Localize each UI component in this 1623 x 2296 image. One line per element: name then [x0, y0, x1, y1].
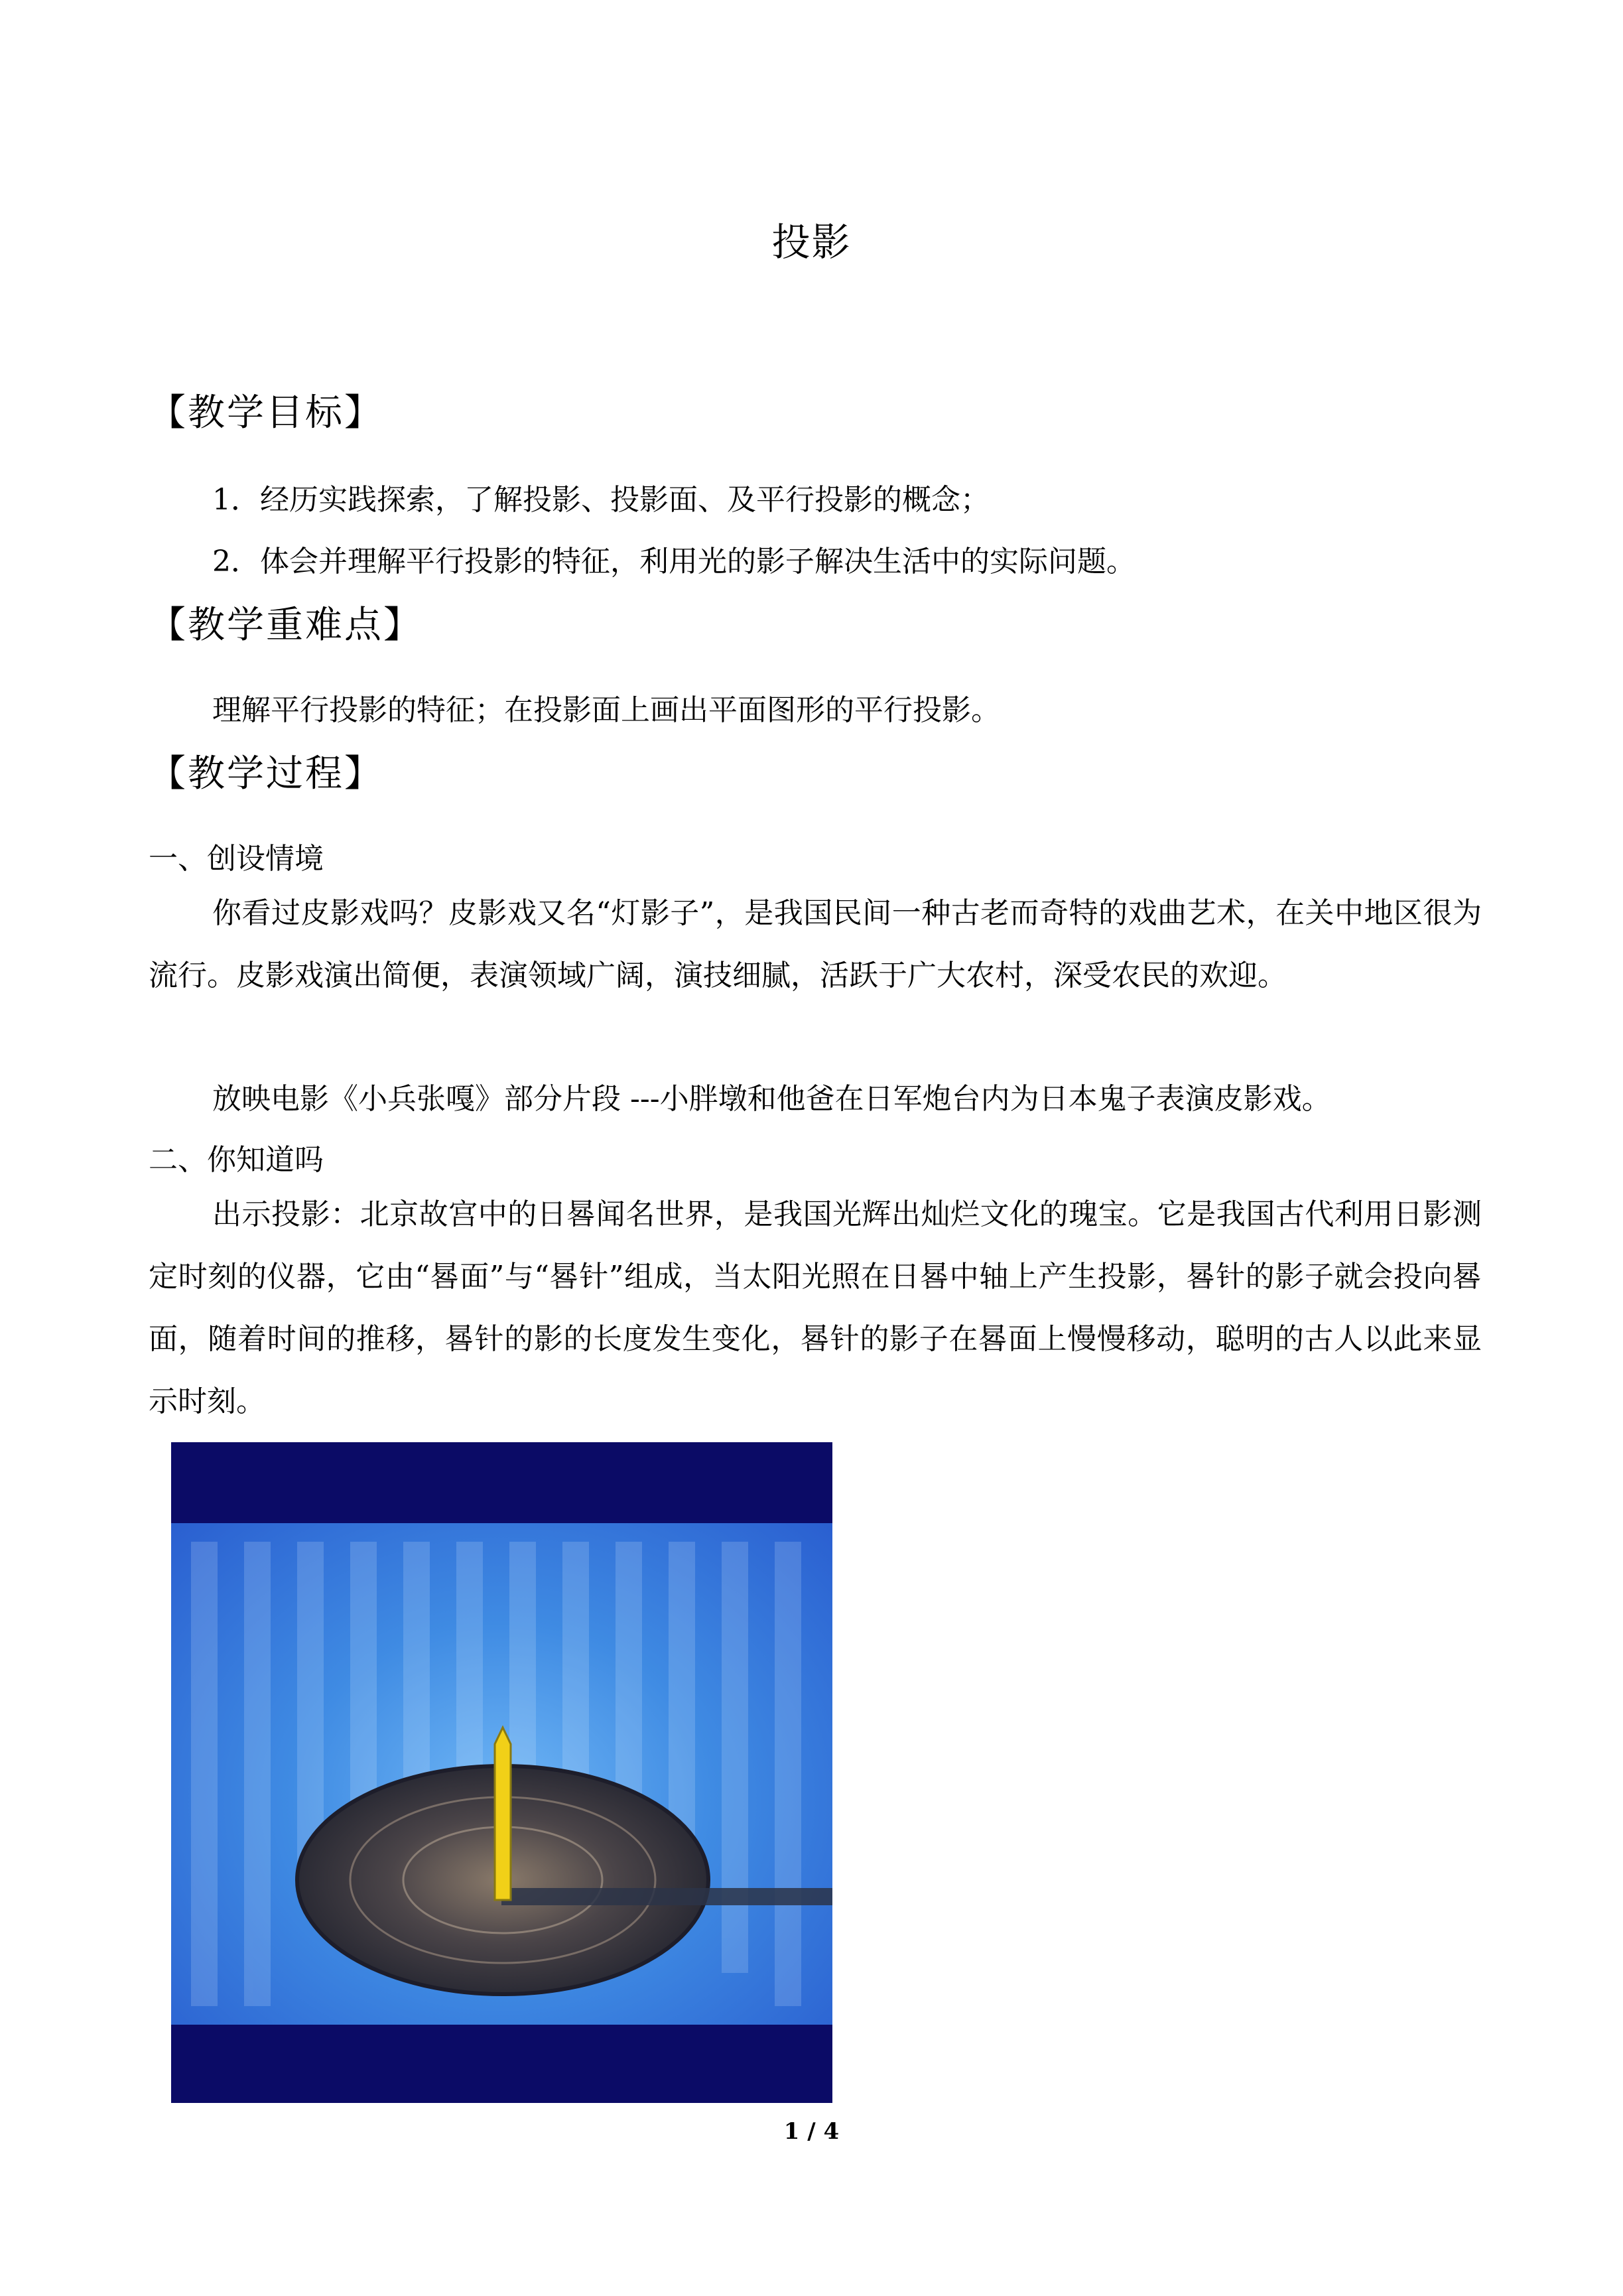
- part1-paragraph-2: 放映电影《小兵张嘎》部分片段 ---小胖墩和他爸在日军炮台内为日本鬼子表演皮影戏。: [212, 1082, 1331, 1116]
- part2-title: 二、你知道吗: [149, 1143, 324, 1177]
- sundial-image: [171, 1442, 832, 2103]
- sundial-icon: [171, 1442, 832, 2103]
- process-heading: 【教学过程】: [149, 752, 383, 795]
- part1-paragraph-1: 你看过皮影戏吗？皮影戏又名“灯影子”，是我国民间一种古老而奇特的戏曲艺术，在关中地区很为流行。皮影戏演出简便，表演领域广阔，演技细腻，活跃于广大农村，深受农民的欢迎。: [149, 896, 1482, 992]
- page-title: 投影: [771, 220, 852, 265]
- page-number: 1 / 4: [783, 2118, 840, 2145]
- keypoints-text: 理解平行投影的特征；在投影面上画出平面图形的平行投影。: [212, 693, 1000, 727]
- part1-title: 一、创设情境: [149, 842, 324, 876]
- goal-item-1: 1．经历实践探索，了解投影、投影面、及平行投影的概念；: [212, 483, 990, 517]
- goal-item-2: 2．体会并理解平行投影的特征，利用光的影子解决生活中的实际问题。: [212, 545, 1136, 578]
- keypoints-heading: 【教学重难点】: [149, 604, 422, 647]
- part2-paragraph-1: 出示投影：北京故宫中的日晷闻名世界，是我国光辉出灿烂文化的瑰宝。它是我国古代利用日影测定时刻的仪器，它由“晷面”与“晷针”组成，当太阳光照在日晷中轴上产生投影，晷针的影子就会投向晷面，随着时间的推移，晷针的影的长度发生变化，晷针的影子在晷面上慢慢移动，聪明的古人以此来显示时刻。: [149, 1197, 1482, 1418]
- teaching-goals-heading: 【教学目标】: [149, 391, 383, 435]
